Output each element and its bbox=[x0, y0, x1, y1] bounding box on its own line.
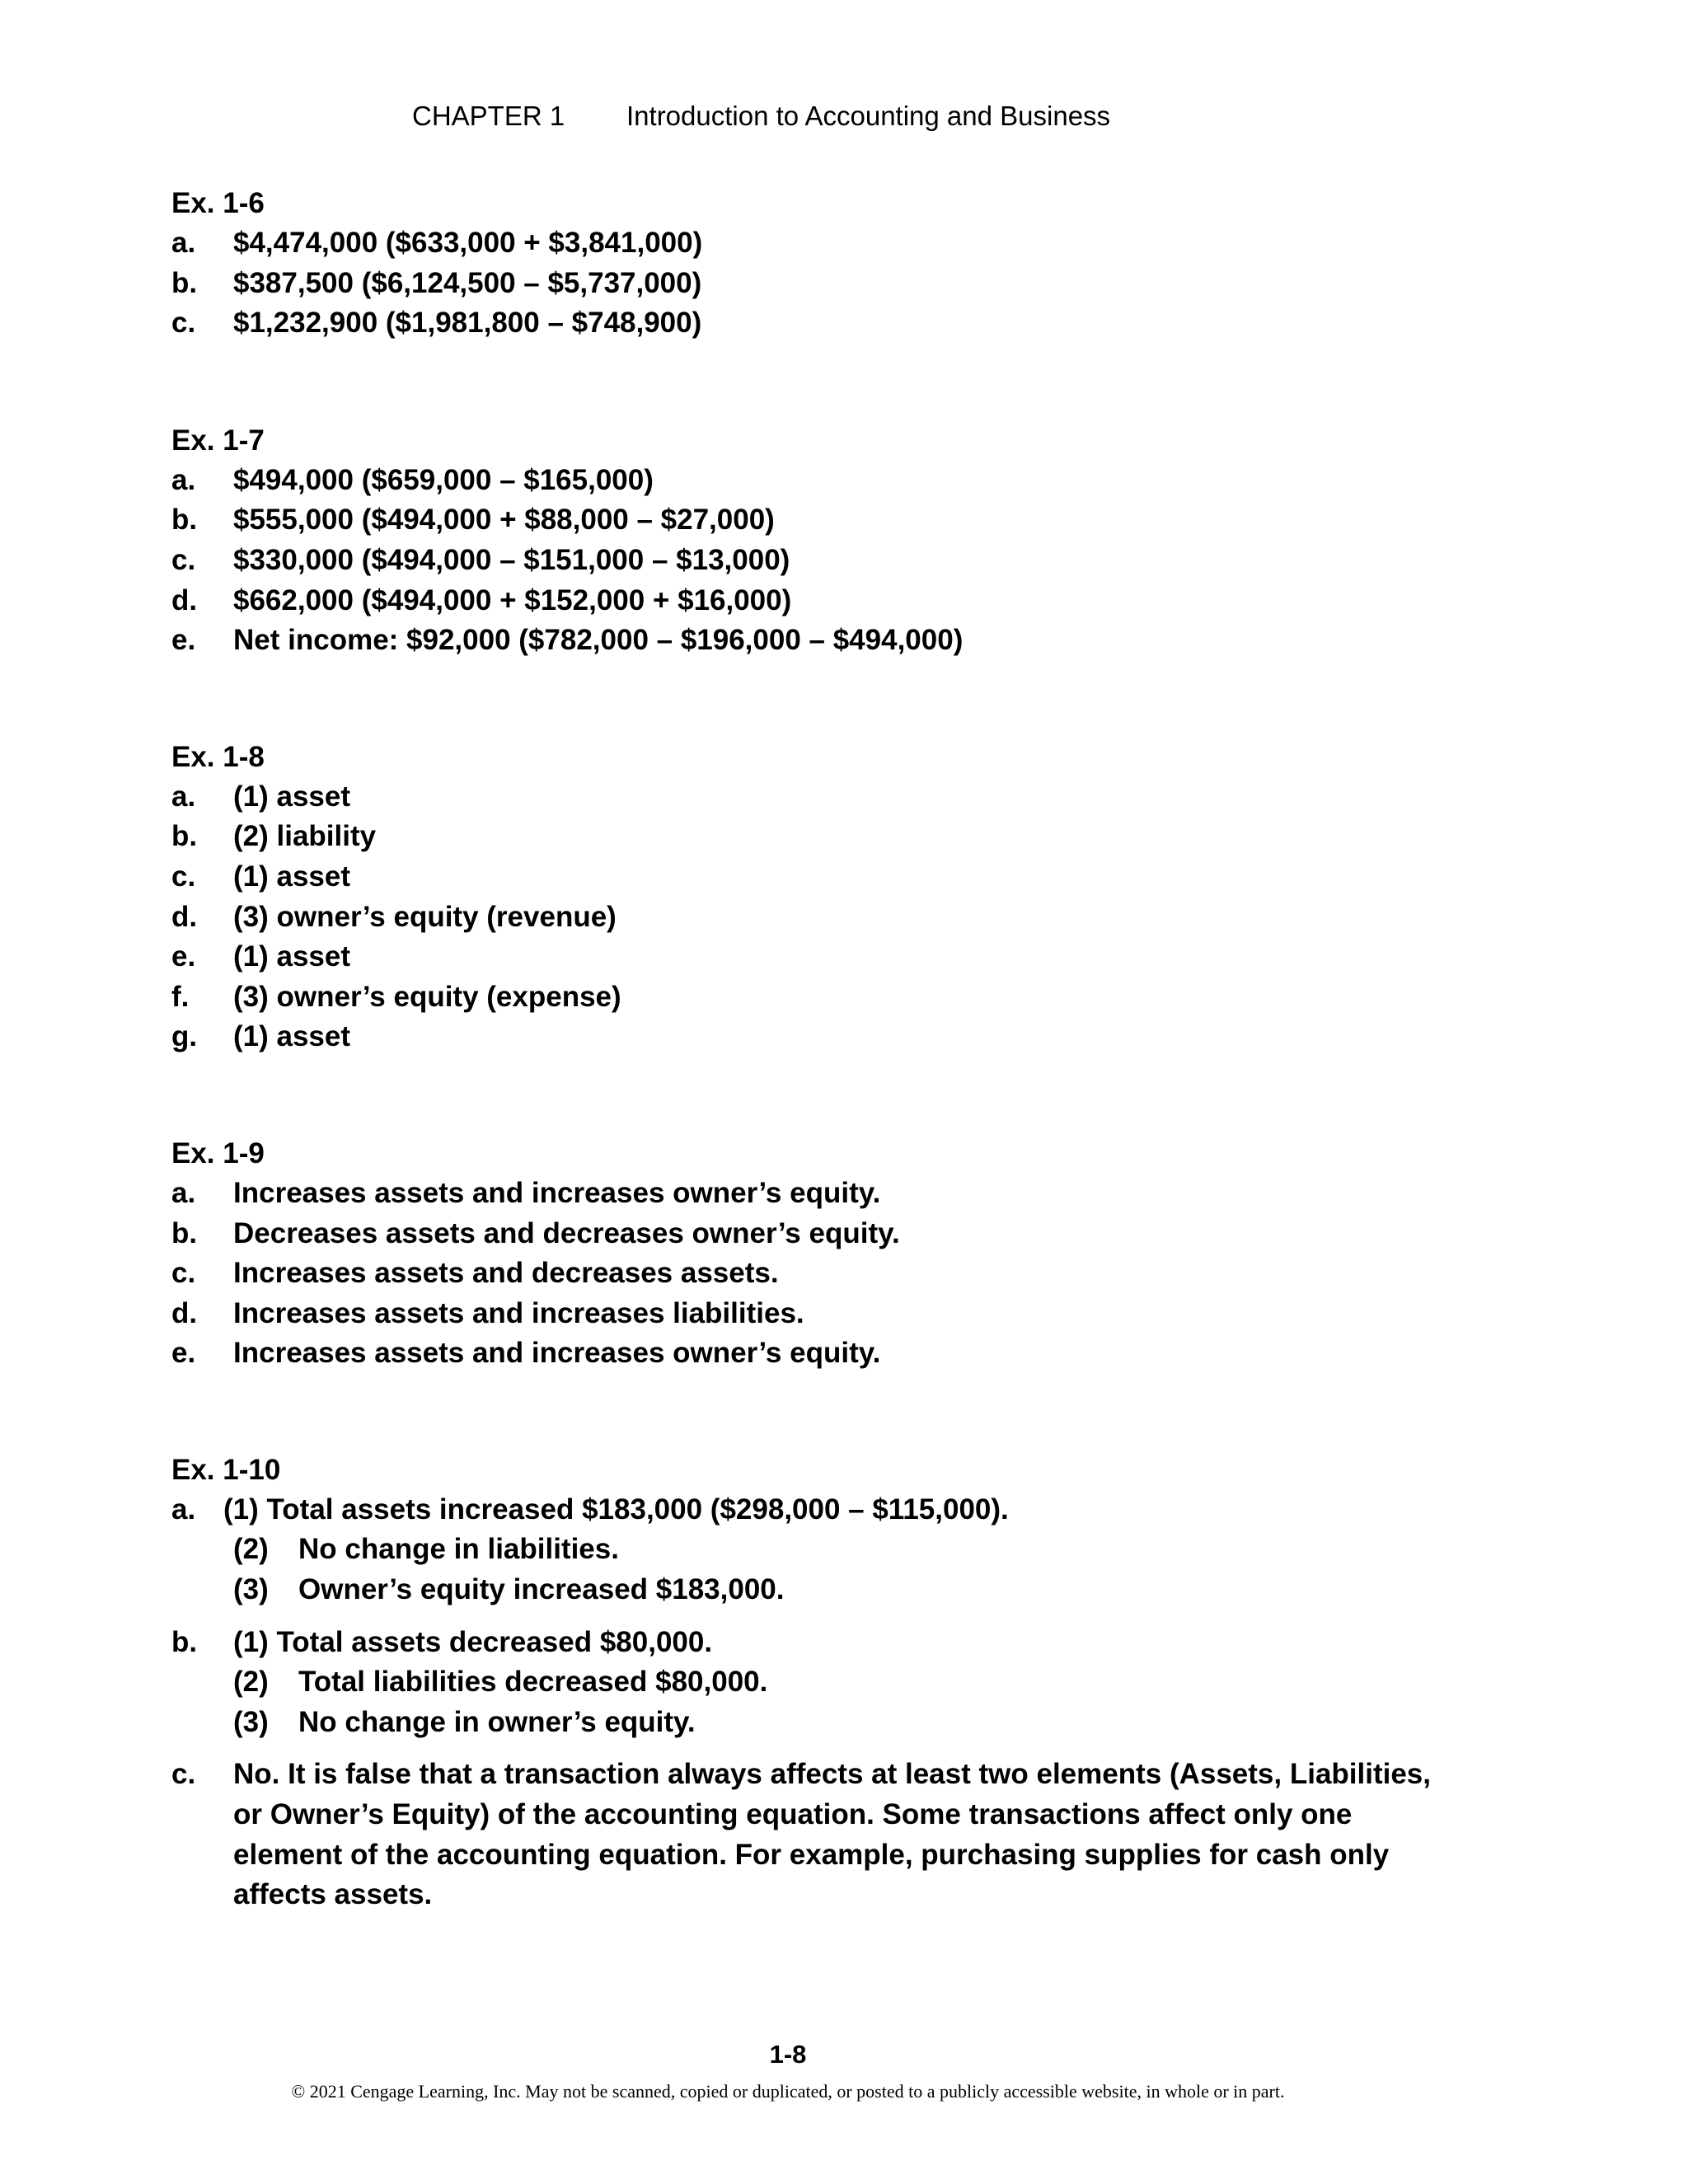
sub-text: No change in owner’s equity. bbox=[298, 1705, 696, 1738]
list-item bbox=[171, 223, 1457, 264]
list-item bbox=[171, 621, 1457, 661]
list-item bbox=[171, 303, 1457, 344]
item-text: (3) owner’s equity (revenue) bbox=[233, 900, 617, 933]
item-letter: c. bbox=[171, 1257, 196, 1290]
item-text: $494,000 ($659,000 – $165,000) bbox=[233, 463, 654, 496]
item-letter: d. bbox=[171, 583, 198, 616]
item-text: $662,000 ($494,000 + $152,000 + $16,000) bbox=[233, 583, 792, 616]
list-item bbox=[171, 1214, 1457, 1254]
item-text: Increases assets and increases owner’s equity. bbox=[233, 1176, 881, 1209]
list-item bbox=[171, 1294, 1457, 1334]
item-letter: g. bbox=[171, 1020, 198, 1053]
item-letter: f. bbox=[171, 980, 190, 1013]
item-text: (1) Total assets increased $183,000 ($298,000 – $115,000). bbox=[223, 1493, 1009, 1526]
sub-number: (2) bbox=[233, 1666, 269, 1699]
list-item bbox=[171, 461, 1457, 501]
exercise-1-9 bbox=[171, 1133, 1457, 1374]
exercise-title: Ex. 1-10 bbox=[171, 1453, 281, 1486]
exercise-title: Ex. 1-8 bbox=[171, 740, 265, 773]
item-letter: b. bbox=[171, 1625, 198, 1658]
item-letter: b. bbox=[171, 266, 198, 299]
list-item bbox=[171, 977, 1457, 1018]
exercise-title: Ex. 1-6 bbox=[171, 187, 265, 219]
running-header bbox=[412, 101, 1110, 132]
list-item bbox=[171, 1017, 1457, 1057]
list-item bbox=[171, 817, 1457, 857]
page-content bbox=[171, 183, 1457, 1915]
item-letter: a. bbox=[171, 1176, 196, 1209]
item-text: No. It is false that a transaction always affects at least two elements (Assets, Liabilities, or Owner’s Equity) of the accounting equation. Some transactions affect only one element of the accounting equation. For example, purchasing supplies for cash only affects assets. bbox=[233, 1758, 1431, 1911]
sub-item bbox=[171, 1703, 1457, 1743]
item-text: (1) asset bbox=[233, 940, 351, 973]
exercise-1-8 bbox=[171, 737, 1457, 1057]
item-letter: b. bbox=[171, 820, 198, 853]
chapter-label: CHAPTER 1 bbox=[412, 101, 565, 131]
exercise-1-10 bbox=[171, 1450, 1457, 1915]
chapter-title: Introduction to Accounting and Business bbox=[626, 101, 1111, 131]
item-text: $387,500 ($6,124,500 – $5,737,000) bbox=[233, 266, 702, 299]
sub-item bbox=[171, 1662, 1457, 1703]
list-item bbox=[171, 500, 1457, 541]
item-letter: b. bbox=[171, 504, 198, 537]
item-letter: e. bbox=[171, 940, 196, 973]
item-letter: c. bbox=[171, 543, 196, 576]
item-text: (1) Total assets decreased $80,000. bbox=[233, 1625, 713, 1658]
sub-number: (2) bbox=[233, 1533, 269, 1566]
item-letter: e. bbox=[171, 624, 196, 657]
item-text: $1,232,900 ($1,981,800 – $748,900) bbox=[233, 307, 702, 340]
exercise-title: Ex. 1-9 bbox=[171, 1137, 265, 1169]
list-item bbox=[171, 1490, 1457, 1530]
list-item bbox=[171, 1755, 1457, 1915]
sub-item bbox=[171, 1530, 1457, 1570]
exercise-1-6 bbox=[171, 183, 1457, 344]
item-text: (3) owner’s equity (expense) bbox=[233, 980, 621, 1013]
item-text: (1) asset bbox=[233, 860, 351, 893]
list-item bbox=[171, 857, 1457, 898]
item-text: $330,000 ($494,000 – $151,000 – $13,000) bbox=[233, 543, 790, 576]
item-text: Net income: $92,000 ($782,000 – $196,000 – $494,000) bbox=[233, 624, 964, 657]
list-item bbox=[171, 581, 1457, 621]
item-letter: e. bbox=[171, 1337, 196, 1370]
page-number: 1-8 bbox=[769, 2040, 807, 2069]
item-letter: d. bbox=[171, 1296, 198, 1329]
exercise-title: Ex. 1-7 bbox=[171, 424, 265, 457]
item-letter: a. bbox=[171, 1493, 196, 1526]
list-item bbox=[171, 777, 1457, 818]
item-letter: c. bbox=[171, 307, 196, 340]
copyright-notice: © 2021 Cengage Learning, Inc. May not be scanned, copied or duplicated, or posted to a publicly accessible website, in whole or in part. bbox=[291, 2081, 1285, 2102]
item-text: (1) asset bbox=[233, 780, 351, 813]
item-letter: a. bbox=[171, 780, 196, 813]
list-item bbox=[171, 1333, 1457, 1374]
item-text: Increases assets and increases owner’s equity. bbox=[233, 1337, 881, 1370]
list-item bbox=[171, 1174, 1457, 1214]
list-item bbox=[171, 1254, 1457, 1294]
sub-text: Owner’s equity increased $183,000. bbox=[298, 1573, 785, 1606]
sub-number: (3) bbox=[233, 1705, 269, 1738]
item-text: Decreases assets and decreases owner’s equity. bbox=[233, 1216, 900, 1249]
item-text: Increases assets and increases liabilities. bbox=[233, 1296, 804, 1329]
sub-item bbox=[171, 1570, 1457, 1610]
item-text: $4,474,000 ($633,000 + $3,841,000) bbox=[233, 227, 703, 259]
list-item bbox=[171, 937, 1457, 977]
item-letter: c. bbox=[171, 860, 196, 893]
item-text: (2) liability bbox=[233, 820, 377, 853]
list-item bbox=[171, 264, 1457, 304]
list-item bbox=[171, 1623, 1457, 1663]
item-text: (1) asset bbox=[233, 1020, 351, 1053]
exercise-1-7 bbox=[171, 420, 1457, 661]
item-letter: a. bbox=[171, 463, 196, 496]
list-item bbox=[171, 541, 1457, 581]
sub-text: Total liabilities decreased $80,000. bbox=[298, 1666, 768, 1699]
sub-text: No change in liabilities. bbox=[298, 1533, 619, 1566]
item-letter: a. bbox=[171, 227, 196, 259]
sub-number: (3) bbox=[233, 1573, 269, 1606]
item-text: Increases assets and decreases assets. bbox=[233, 1257, 779, 1290]
item-letter: d. bbox=[171, 900, 198, 933]
list-item bbox=[171, 898, 1457, 938]
item-text: $555,000 ($494,000 + $88,000 – $27,000) bbox=[233, 504, 775, 537]
item-letter: c. bbox=[171, 1758, 196, 1791]
item-letter: b. bbox=[171, 1216, 198, 1249]
